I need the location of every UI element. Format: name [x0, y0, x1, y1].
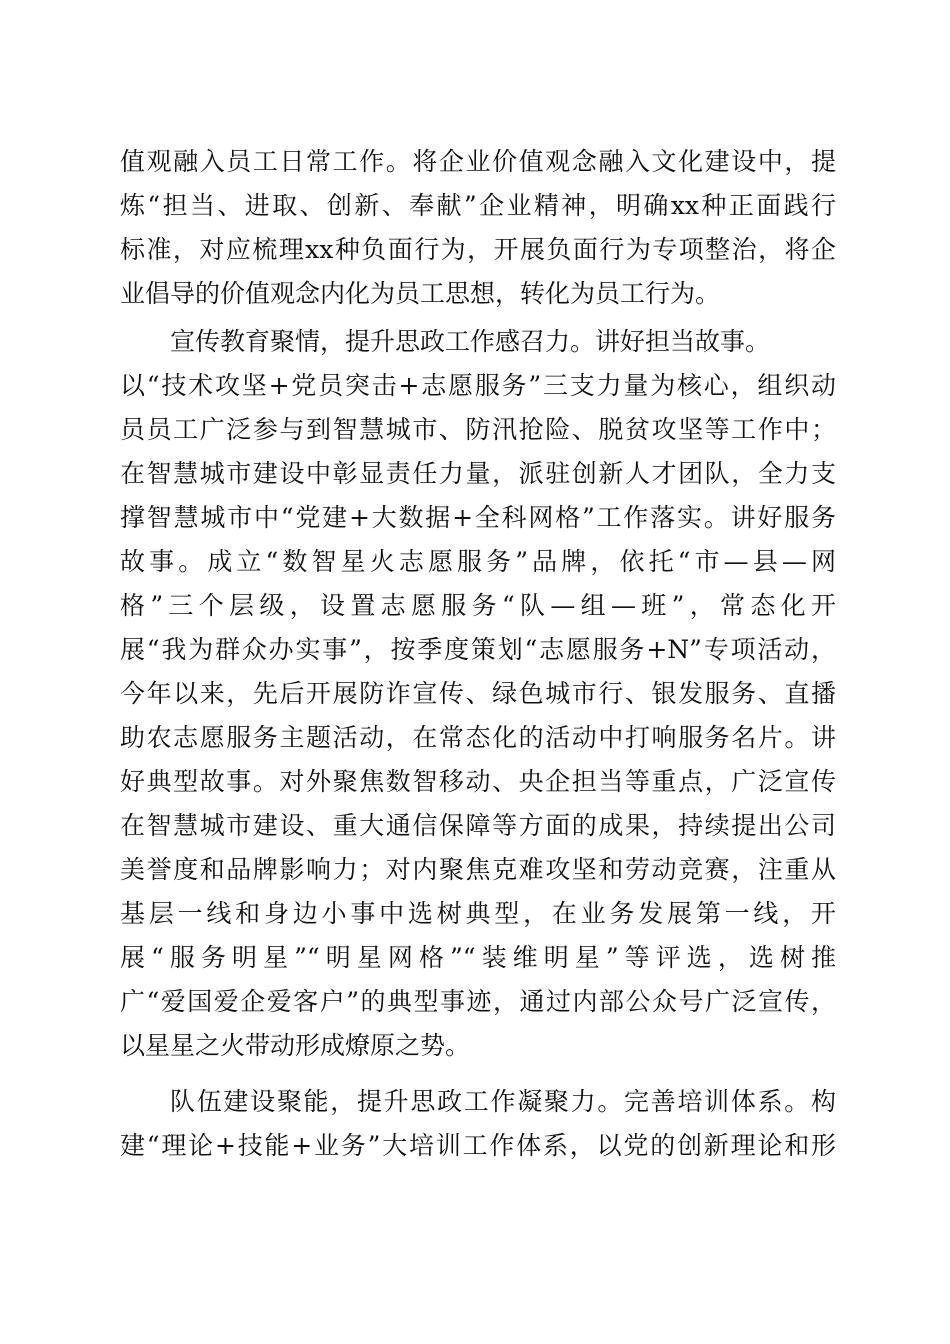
text-line: 格”三个层级，设置志愿服务“队—组—班”，常态化开 [120, 591, 836, 620]
text-line: 业倡导的价值观念内化为员工思想，转化为员工行为。 [120, 279, 721, 308]
text-line: 员员工广泛参与到智慧城市、防汛抢险、脱贫攻坚等工作中； [120, 415, 836, 444]
text-line: 展“服务明星”“明星网格”“装维明星”等评选，选树推 [120, 943, 836, 972]
text-line: 广“爱国爱企爱客户”的典型事迹，通过内部公众号广泛宣传， [120, 987, 836, 1016]
text-line: 今年以来，先后开展防诈宣传、绿色城市行、银发服务、直播 [120, 679, 836, 708]
text-line: 美誉度和品牌影响力；对内聚焦克难攻坚和劳动竞赛，注重从 [120, 855, 836, 884]
text-line: 以星星之火带动形成燎原之势。 [120, 1031, 471, 1060]
text-line: 宣传教育聚情，提升思政工作感召力。讲好担当故事。 [170, 327, 771, 356]
text-line: 炼“担当、进取、创新、奉献”企业精神，明确xx种正面践行 [120, 191, 836, 220]
text-line: 在智慧城市建设、重大通信保障等方面的成果，持续提出公司 [120, 811, 836, 840]
text-line: 标准，对应梳理xx种负面行为，开展负面行为专项整治，将企 [120, 235, 836, 264]
text-line: 故事。成立“数智星火志愿服务”品牌，依托“市—县—网 [120, 547, 836, 576]
text-line: 基层一线和身边小事中选树典型，在业务发展第一线，开 [120, 899, 836, 928]
text-line: 队伍建设聚能，提升思政工作凝聚力。完善培训体系。构 [170, 1087, 836, 1116]
text-line: 以“技术攻坚+党员突击+志愿服务”三支力量为核心，组织动 [120, 371, 836, 400]
text-line: 助农志愿服务主题活动，在常态化的活动中打响服务名片。讲 [120, 723, 836, 752]
text-line: 建“理论+技能+业务”大培训工作体系，以党的创新理论和形 [120, 1131, 836, 1160]
text-line: 撑智慧城市中“党建+大数据+全科网格”工作落实。讲好服务 [120, 503, 836, 532]
text-line: 值观融入员工日常工作。将企业价值观念融入文化建设中，提 [120, 147, 836, 176]
text-line: 展“我为群众办实事”，按季度策划“志愿服务+N”专项活动， [120, 635, 836, 664]
text-line: 好典型故事。对外聚焦数智移动、央企担当等重点，广泛宣传 [120, 767, 836, 796]
text-line: 在智慧城市建设中彰显责任力量，派驻创新人才团队，全力支 [120, 459, 836, 488]
